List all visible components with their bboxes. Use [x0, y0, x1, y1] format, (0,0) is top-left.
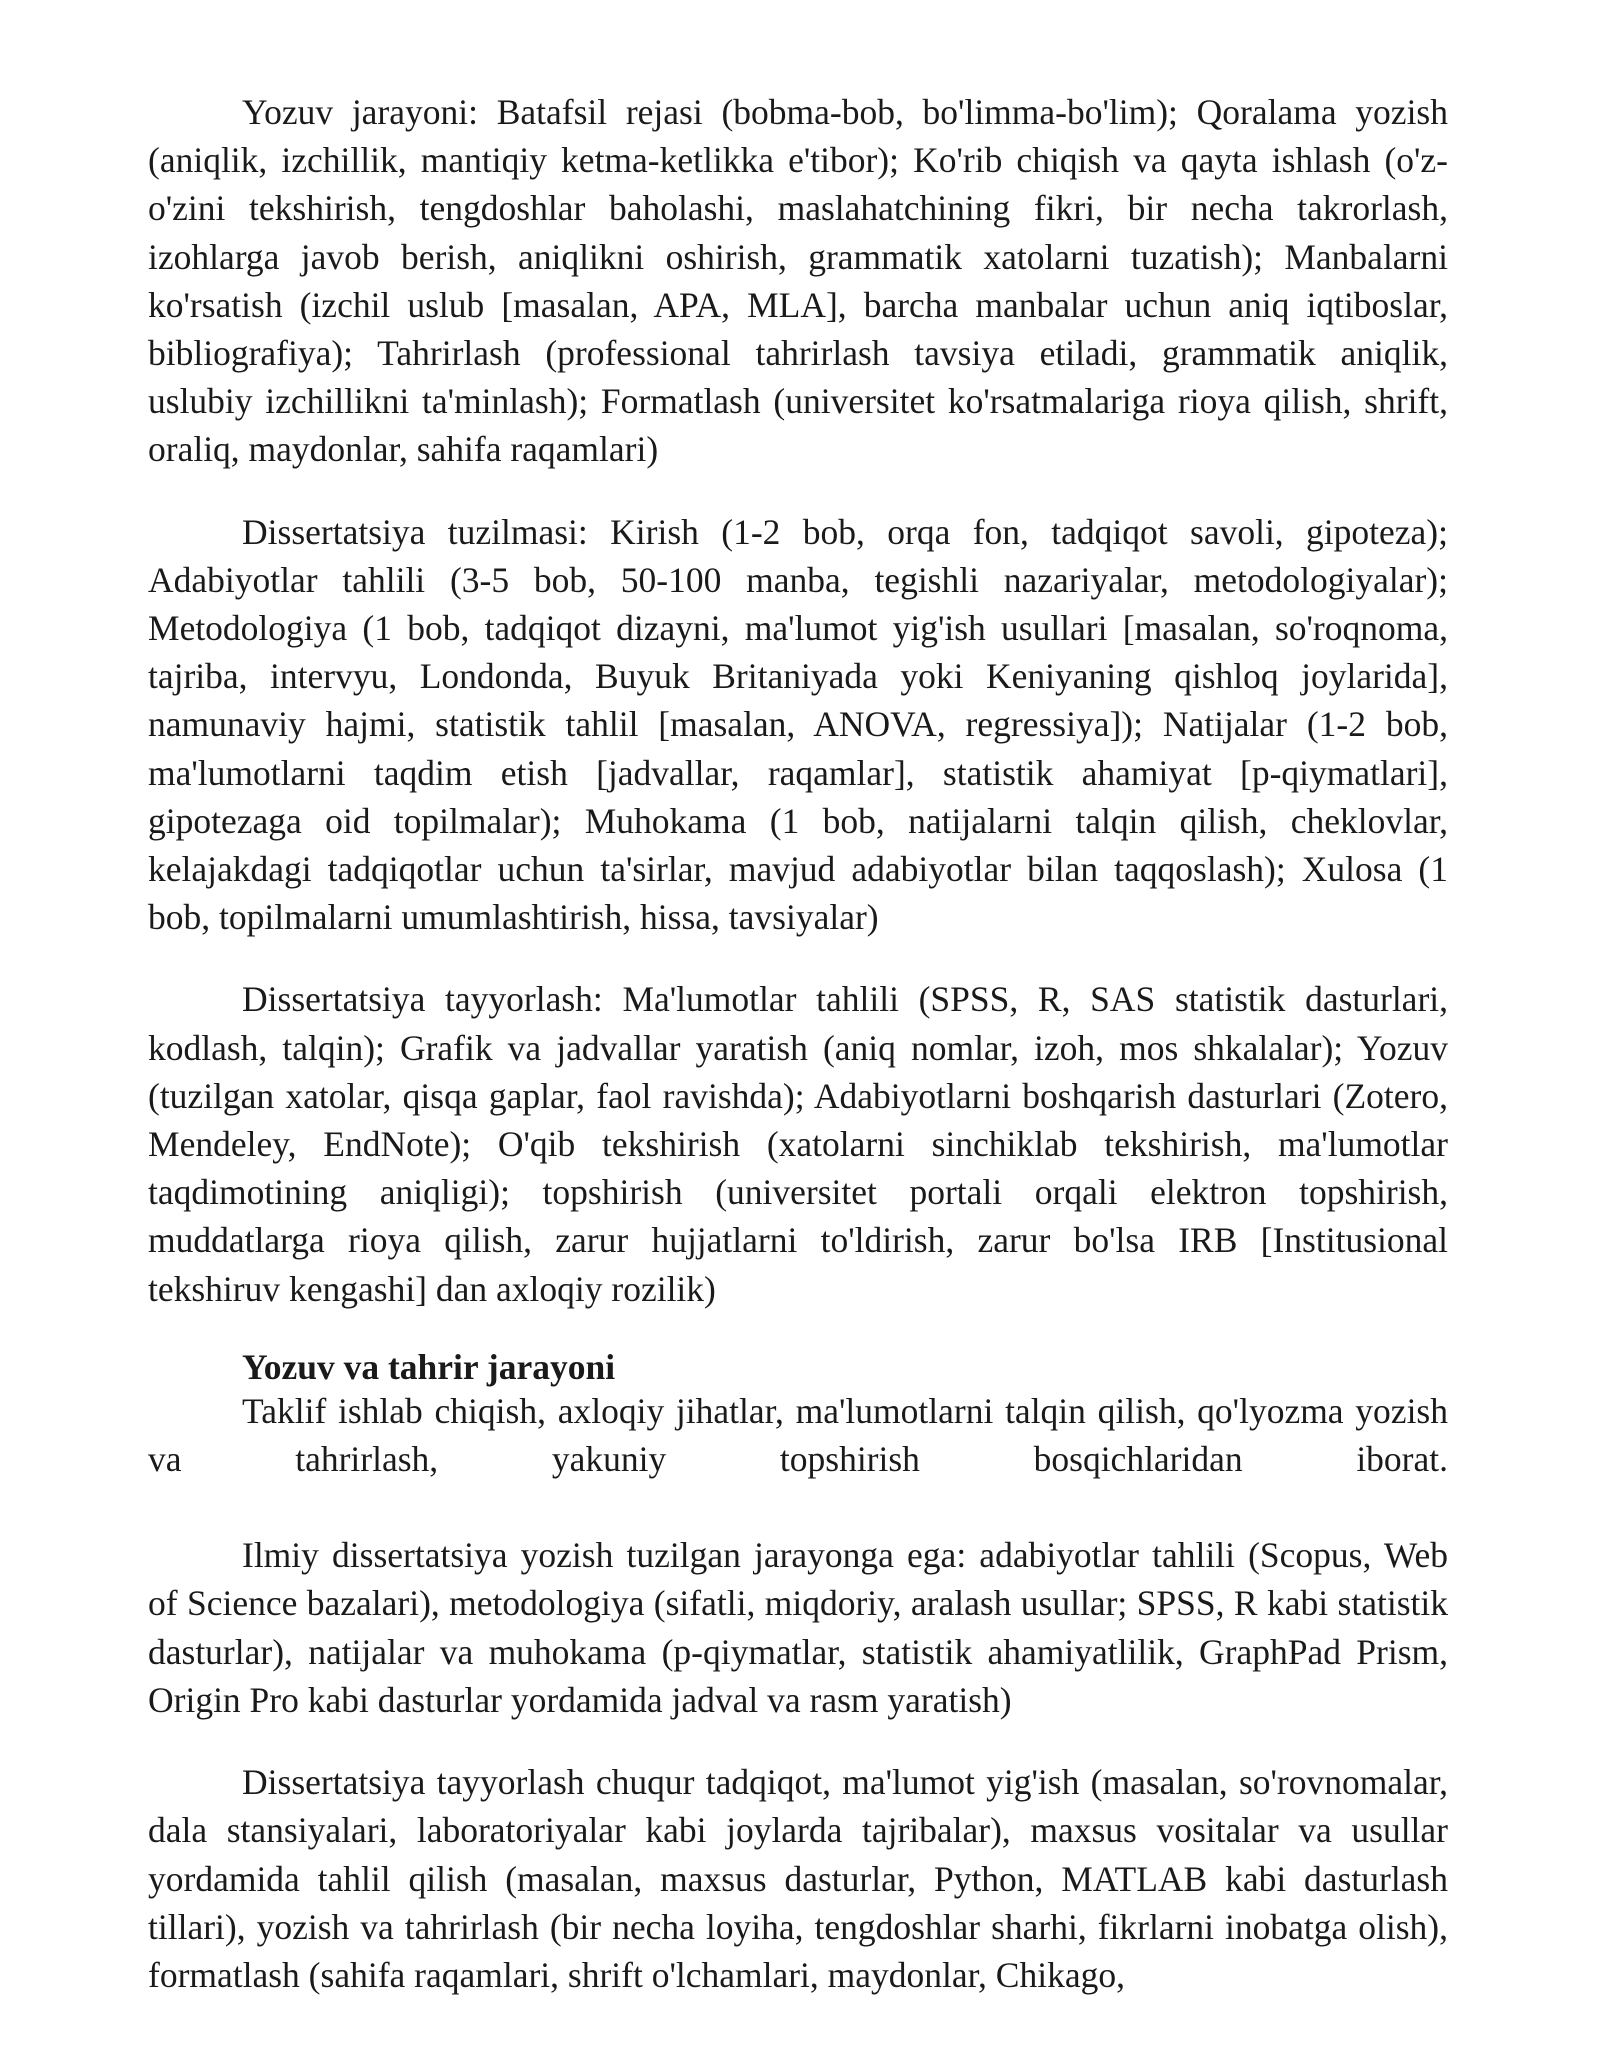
paragraph-writing-process: Yozuv jarayoni: Batafsil rejasi (bobma-bob, bo'limma-bo'lim); Qoralama yozish (aniqlik, izchillik, mantiqiy ketma-ketlikka e'tibor); Ko'rib chiqish va qayta ishlash (o'z-o'zini tekshirish, tengdoshlar baholashi, maslahatchining fikri, bir necha takrorlash, izohlarga javob berish, aniqlikni oshirish, grammatik xatolarni tuzatish); Manbalarni ko'rsatish (izchil uslub [masalan, APA, MLA], barcha manbalar uchun aniq iqtiboslar, bibliografiya); Tahrirlash (professional tahrirlash tavsiya etiladi, grammatik aniqlik, uslubiy izchillikni ta'minlash); Formatlash (universitet ko'rsatmalariga rioya qilish, shrift, oraliq, maydonlar, sahifa raqamlari): [148, 92, 1448, 470]
document-page: [148, 88, 1448, 1999]
paragraph-heading-body: Taklif ishlab chiqish, axloqiy jihatlar, ma'lumotlarni talqin qilish, qo'lyozma yozish va tahrirlash, yakuniy topshirish bosqichlaridan iborat.: [148, 1390, 1448, 1480]
paragraph-dissertation-research: Dissertatsiya tayyorlash chuqur tadqiqot, ma'lumot yig'ish (masalan, so'rovnomalar, dala stansiyalari, laboratoriyalar kabi joylarda tajribalar), maxsus vositalar va usullar yordamida tahlil qilish (masalan, maxsus dasturlar, Python, MATLAB kabi dasturlash tillari), yozish va tahrirlash (bir necha loyiha, tengdoshlar sharhi, fikrlarni inobatga olish), formatlash (sahifa raqamlari, shrift o'lchamlari, maydonlar, Chikago,: [148, 1762, 1448, 1995]
paragraph-dissertation-structure: Dissertatsiya tuzilmasi: Kirish (1-2 bob, orqa fon, tadqiqot savoli, gipoteza); Adabiyotlar tahlili (3-5 bob, 50-100 manba, tegishli nazariyalar, metodologiyalar); Metodologiya (1 bob, tadqiqot dizayni, ma'lumot yig'ish usullari [masalan, so'roqnoma, tajriba, intervyu, Londonda, Buyuk Britaniyada yoki Keniyaning qishloq joylarida], namunaviy hajmi, statistik tahlil [masalan, ANOVA, regressiya]); Natijalar (1-2 bob, ma'lumotlarni taqdim etish [jadvallar, raqamlar], statistik ahamiyat [p-qiymatlari], gipotezaga oid topilmalar); Muhokama (1 bob, natijalarni talqin qilish, cheklovlar, kelajakdagi tadqiqotlar uchun ta'sirlar, mavjud adabiyotlar bilan taqqoslash); Xulosa (1 bob, topilmalarni umumlashtirish, hissa, tavsiyalar): [148, 511, 1448, 938]
paragraph-scientific-dissertation: Ilmiy dissertatsiya yozish tuzilgan jarayonga ega: adabiyotlar tahlili (Scopus, Web of Science bazalari), metodologiya (sifatli, miqdoriy, aralash usullar; SPSS, R kabi statistik dasturlar), natijalar va muhokama (p-qiymatlar, statistik ahamiyatlilik, GraphPad Prism, Origin Pro kabi dasturlar yordamida jadval va rasm yaratish): [148, 1535, 1448, 1720]
section-heading: Yozuv va tahrir jarayoni: [242, 1346, 616, 1387]
paragraph-dissertation-preparation: Dissertatsiya tayyorlash: Ma'lumotlar tahlili (SPSS, R, SAS statistik dasturlari, kodlash, talqin); Grafik va jadvallar yaratish (aniq nomlar, izoh, mos shkalalar); Yozuv (tuzilgan xatolar, qisqa gaplar, faol ravishda); Adabiyotlarni boshqarish dasturlari (Zotero, Mendeley, EndNote); O'qib tekshirish (xatolarni sinchiklab tekshirish, ma'lumotlar taqdimotining aniqligi); topshirish (universitet portali orqali elektron topshirish, muddatlarga rioya qilish, zarur hujjatlarni to'ldirish, zarur bo'lsa IRB [Institusional tekshiruv kengashi] dan axloqiy rozilik): [148, 979, 1448, 1309]
